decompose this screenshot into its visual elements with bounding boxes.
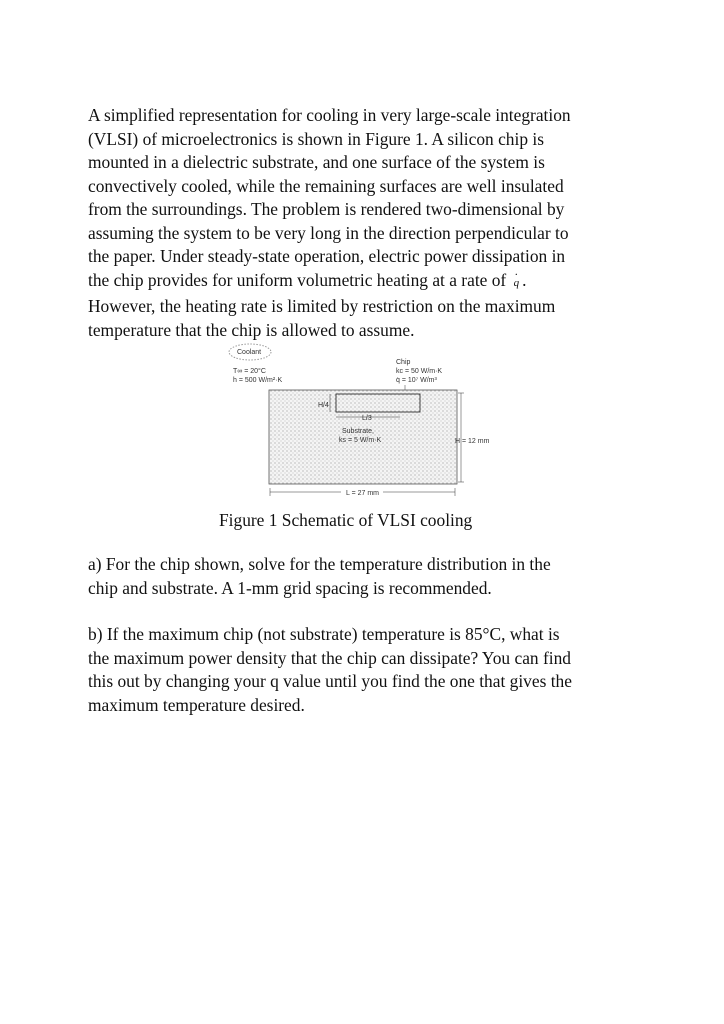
chip-label: Chip bbox=[396, 359, 411, 366]
qdot-label: q̇ = 10⁷ W/m³ bbox=[396, 377, 437, 384]
text-line: b) If the maximum chip (not substrate) temperature is 85°C, what is bbox=[88, 624, 560, 644]
text-line: However, the heating rate is limited by restriction on the maximum bbox=[88, 296, 556, 316]
text-line: mounted in a dielectric substrate, and one surface of the system is bbox=[88, 152, 545, 172]
text-line: the maximum power density that the chip can dissipate? You can find bbox=[88, 647, 571, 668]
text-line: assuming the system to be very long in the direction perpendicular to bbox=[88, 222, 569, 243]
vlsi-schematic-figure bbox=[222, 338, 490, 500]
l3-label: L/3 bbox=[362, 415, 372, 422]
text-line: temperature that the chip is allowed to assume. bbox=[88, 319, 415, 340]
height-label: H = 12 mm bbox=[455, 438, 490, 445]
text-line: convectively cooled, while the remaining surfaces are well insulated bbox=[88, 175, 564, 196]
ks-label: ks = 5 W/m·K bbox=[339, 437, 382, 444]
text-line: this out by changing your q value until you find the one that gives the bbox=[88, 671, 572, 691]
kc-label: kc = 50 W/m·K bbox=[396, 368, 443, 375]
substrate-label: Substrate, bbox=[342, 428, 374, 435]
width-label: L = 27 mm bbox=[346, 490, 380, 497]
text-line: from the surroundings. The problem is rendered two-dimensional by bbox=[88, 199, 565, 219]
part-a-paragraph bbox=[88, 553, 648, 600]
part-b-paragraph bbox=[88, 623, 648, 717]
text-line: the paper. Under steady-state operation, electric power dissipation in bbox=[88, 246, 566, 266]
text-line: a) For the chip shown, solve for the temperature distribution in the bbox=[88, 554, 551, 574]
text-line: the chip provides for uniform volumetric heating at a rate of · q . bbox=[88, 269, 648, 296]
text-line: A simplified representation for cooling in very large-scale integration bbox=[88, 105, 571, 125]
chip-block bbox=[336, 394, 420, 412]
coolant-label: Coolant bbox=[237, 349, 262, 356]
text-line: chip and substrate. A 1-mm grid spacing is recommended. bbox=[88, 577, 492, 598]
h4-label: H/4 bbox=[318, 402, 329, 409]
text-line: (VLSI) of microelectronics is shown in Figure 1. A silicon chip is bbox=[88, 128, 544, 149]
t-inf-label: T∞ = 20°C bbox=[233, 368, 266, 375]
problem-paragraph bbox=[88, 104, 648, 342]
h-label: h = 500 W/m²·K bbox=[233, 377, 283, 384]
qdot-symbol: · q bbox=[514, 272, 520, 296]
caption-text: Figure 1 Schematic of VLSI cooling bbox=[219, 510, 473, 530]
text-line: maximum temperature desired. bbox=[88, 694, 305, 715]
